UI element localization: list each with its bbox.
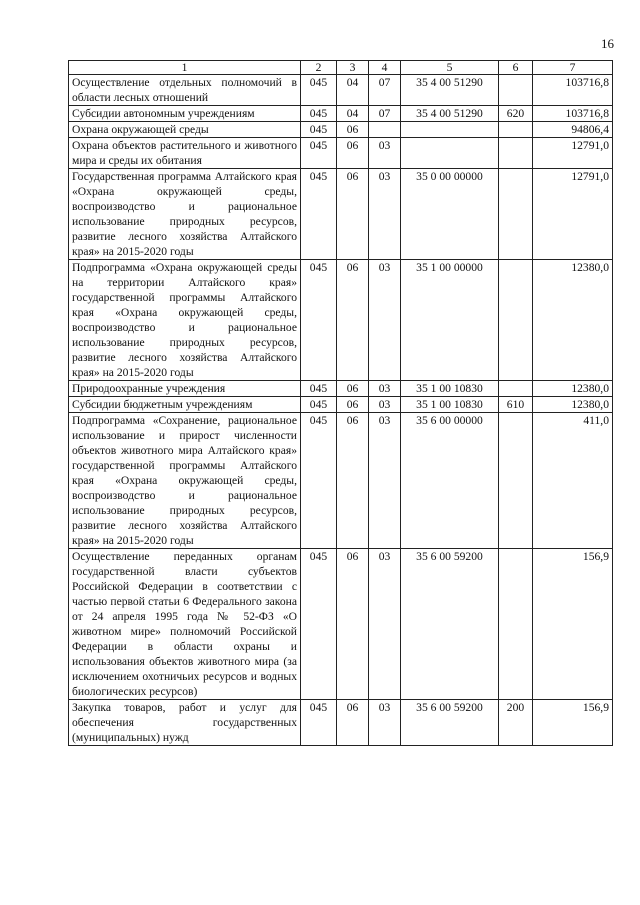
cell-amount: 156,9 xyxy=(533,549,613,700)
cell-subsection: 03 xyxy=(369,169,401,260)
cell-name: Осуществление переданных органам государственной власти субъектов Российской Федерации в соответствии с частью первой статьи 6 Федерального закона от 24 апреля 1995 года № 52-ФЗ «О животном мире» полномочий Российской Федерации в области охраны и использования объектов животного мира (за исключением охотничьих ресурсов и водных биологических ресурсов) xyxy=(69,549,301,700)
table-header-row xyxy=(69,61,613,75)
cell-target-article: 35 6 00 00000 xyxy=(401,413,499,549)
header-col-6: 6 xyxy=(499,61,533,75)
cell-target-article: 35 6 00 59200 xyxy=(401,549,499,700)
cell-section: 06 xyxy=(337,138,369,169)
cell-target-article: 35 4 00 51290 xyxy=(401,75,499,106)
table-row xyxy=(69,549,613,700)
cell-subsection: 03 xyxy=(369,138,401,169)
table-row xyxy=(69,397,613,413)
cell-expense-type xyxy=(499,549,533,700)
cell-subsection: 03 xyxy=(369,700,401,746)
cell-admin-code: 045 xyxy=(301,700,337,746)
cell-section: 06 xyxy=(337,169,369,260)
cell-name: Охрана объектов растительного и животного мира и среды их обитания xyxy=(69,138,301,169)
cell-section: 04 xyxy=(337,75,369,106)
cell-name: Государственная программа Алтайского края «Охрана окружающей среды, воспроизводство и рациональное использование природных ресурсов, развитие лесного хозяйства Алтайского края» на 2015-2020 годы xyxy=(69,169,301,260)
cell-subsection: 03 xyxy=(369,413,401,549)
cell-expense-type xyxy=(499,413,533,549)
cell-expense-type xyxy=(499,169,533,260)
cell-amount: 12791,0 xyxy=(533,169,613,260)
cell-admin-code: 045 xyxy=(301,75,337,106)
header-col-4: 4 xyxy=(369,61,401,75)
cell-target-article: 35 1 00 10830 xyxy=(401,381,499,397)
cell-admin-code: 045 xyxy=(301,106,337,122)
cell-name: Осуществление отдельных полномочий в области лесных отношений xyxy=(69,75,301,106)
budget-table xyxy=(68,60,613,746)
table-row xyxy=(69,381,613,397)
table-row xyxy=(69,260,613,381)
cell-amount: 12380,0 xyxy=(533,397,613,413)
cell-target-article: 35 4 00 51290 xyxy=(401,106,499,122)
table-row xyxy=(69,700,613,746)
header-col-3: 3 xyxy=(337,61,369,75)
table-row xyxy=(69,138,613,169)
cell-name: Субсидии бюджетным учреждениям xyxy=(69,397,301,413)
cell-target-article: 35 6 00 59200 xyxy=(401,700,499,746)
cell-amount: 103716,8 xyxy=(533,75,613,106)
table-row xyxy=(69,122,613,138)
cell-section: 04 xyxy=(337,106,369,122)
cell-target-article: 35 0 00 00000 xyxy=(401,169,499,260)
cell-subsection: 03 xyxy=(369,397,401,413)
header-col-1: 1 xyxy=(69,61,301,75)
cell-target-article xyxy=(401,122,499,138)
cell-expense-type xyxy=(499,75,533,106)
table-row xyxy=(69,75,613,106)
cell-section: 06 xyxy=(337,413,369,549)
cell-section: 06 xyxy=(337,549,369,700)
cell-amount: 156,9 xyxy=(533,700,613,746)
header-col-7: 7 xyxy=(533,61,613,75)
cell-admin-code: 045 xyxy=(301,381,337,397)
cell-amount: 12380,0 xyxy=(533,381,613,397)
cell-name: Подпрограмма «Сохранение, рациональное использование и прирост численности объектов животного мира Алтайского края» государственной программы Алтайского края «Охрана окружающей среды, воспроизводство и рациональное использование природных ресурсов, развитие лесного хозяйства Алтайского края» на 2015-2020 годы xyxy=(69,413,301,549)
cell-subsection xyxy=(369,122,401,138)
cell-target-article: 35 1 00 00000 xyxy=(401,260,499,381)
cell-admin-code: 045 xyxy=(301,138,337,169)
cell-admin-code: 045 xyxy=(301,549,337,700)
cell-expense-type xyxy=(499,381,533,397)
cell-section: 06 xyxy=(337,397,369,413)
cell-expense-type: 200 xyxy=(499,700,533,746)
cell-section: 06 xyxy=(337,122,369,138)
table-row xyxy=(69,106,613,122)
table-body xyxy=(69,75,613,746)
cell-amount: 12380,0 xyxy=(533,260,613,381)
header-col-2: 2 xyxy=(301,61,337,75)
header-col-5: 5 xyxy=(401,61,499,75)
cell-target-article xyxy=(401,138,499,169)
cell-section: 06 xyxy=(337,260,369,381)
cell-expense-type: 620 xyxy=(499,106,533,122)
cell-subsection: 03 xyxy=(369,260,401,381)
cell-expense-type xyxy=(499,260,533,381)
cell-amount: 103716,8 xyxy=(533,106,613,122)
page-number: 16 xyxy=(601,36,614,51)
cell-subsection: 07 xyxy=(369,75,401,106)
cell-amount: 94806,4 xyxy=(533,122,613,138)
cell-admin-code: 045 xyxy=(301,169,337,260)
cell-section: 06 xyxy=(337,700,369,746)
cell-expense-type xyxy=(499,138,533,169)
cell-admin-code: 045 xyxy=(301,122,337,138)
cell-amount: 411,0 xyxy=(533,413,613,549)
cell-name: Закупка товаров, работ и услуг для обеспечения государственных (муниципальных) нужд xyxy=(69,700,301,746)
table-row xyxy=(69,169,613,260)
cell-admin-code: 045 xyxy=(301,397,337,413)
cell-amount: 12791,0 xyxy=(533,138,613,169)
cell-name: Охрана окружающей среды xyxy=(69,122,301,138)
cell-section: 06 xyxy=(337,381,369,397)
cell-subsection: 03 xyxy=(369,381,401,397)
cell-name: Природоохранные учреждения xyxy=(69,381,301,397)
cell-expense-type: 610 xyxy=(499,397,533,413)
cell-admin-code: 045 xyxy=(301,413,337,549)
table-row xyxy=(69,413,613,549)
cell-expense-type xyxy=(499,122,533,138)
cell-name: Субсидии автономным учреждениям xyxy=(69,106,301,122)
cell-subsection: 03 xyxy=(369,549,401,700)
cell-admin-code: 045 xyxy=(301,260,337,381)
cell-name: Подпрограмма «Охрана окружающей среды на территории Алтайского края» государственной программы Алтайского края «Охрана окружающей среды, воспроизводство и рациональное использование природных ресурсов, развитие лесного хозяйства Алтайского края» на 2015-2020 годы xyxy=(69,260,301,381)
cell-target-article: 35 1 00 10830 xyxy=(401,397,499,413)
cell-subsection: 07 xyxy=(369,106,401,122)
